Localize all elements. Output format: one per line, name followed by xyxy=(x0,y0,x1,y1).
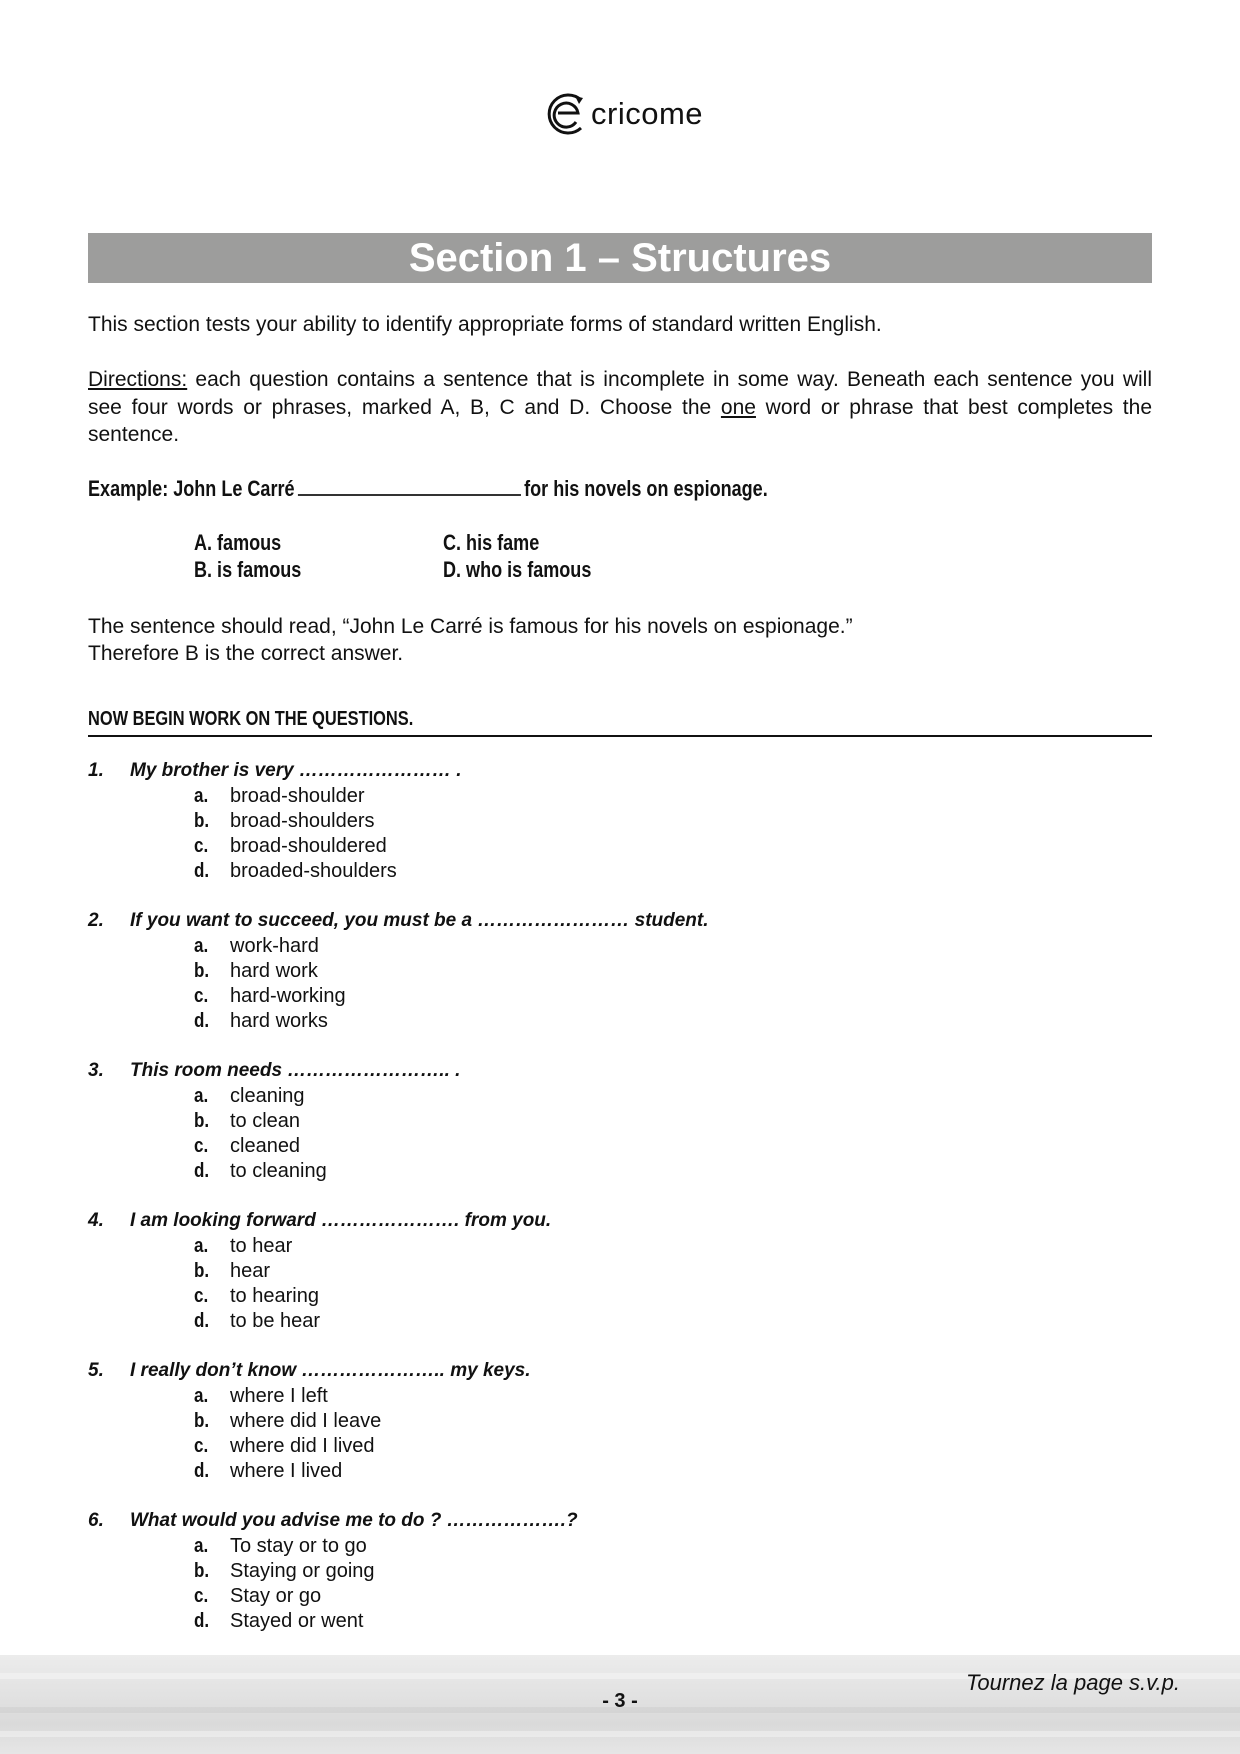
answer-option xyxy=(194,1534,367,1559)
option-text: to hearing xyxy=(230,1285,319,1307)
intro-text: This section tests your ability to identify appropriate forms of standard written English. xyxy=(88,313,882,336)
answer-option xyxy=(194,1434,375,1459)
answer-option xyxy=(194,1609,363,1634)
example-explanation-2: Therefore B is the correct answer. xyxy=(88,642,404,665)
answer-option xyxy=(194,1384,328,1409)
option-letter: d. xyxy=(194,1310,210,1332)
question-text: I am looking forward …………………. from you. xyxy=(130,1210,552,1231)
option-letter: b. xyxy=(194,1560,210,1582)
question-number: 3. xyxy=(88,1060,104,1081)
option-text: hear xyxy=(230,1260,271,1282)
answer-option xyxy=(194,1084,305,1109)
directions-paragraph xyxy=(88,366,1152,449)
option-text: to be hear xyxy=(230,1310,321,1332)
option-letter: b. xyxy=(194,1260,210,1282)
directions-emphasis: one xyxy=(720,395,756,419)
logo-text: cricome xyxy=(591,96,704,131)
question-number: 6. xyxy=(88,1510,104,1531)
answer-option xyxy=(194,984,346,1009)
directions-text-1: each question contains a sentence that is incomplete in some way. Beneath each sentence you will see four words or phrases, marked A, B, C and D. Choose the xyxy=(88,368,1152,419)
option-letter: c. xyxy=(194,1135,209,1157)
answer-option xyxy=(194,1159,327,1184)
question-number: 4. xyxy=(88,1210,104,1231)
answer-option xyxy=(194,809,375,834)
directions-text-2: word or phrase that best completes the sentence. xyxy=(88,395,1153,446)
answer-option xyxy=(194,1259,270,1284)
option-text: where did I leave xyxy=(230,1410,382,1432)
example-option-b xyxy=(194,557,325,583)
begin-heading-text: NOW BEGIN WORK ON THE QUESTIONS. xyxy=(88,708,414,730)
example-option-d-text: D. who is famous xyxy=(443,557,592,582)
option-text: where I lived xyxy=(230,1460,343,1482)
question-number: 2. xyxy=(88,910,104,931)
example-prefix-text: Example: John Le Carré xyxy=(88,476,295,501)
question-number: 1. xyxy=(88,760,104,781)
option-text: broad-shouldered xyxy=(230,835,387,857)
answer-option xyxy=(194,1309,320,1334)
option-text: to clean xyxy=(230,1110,301,1132)
answer-option xyxy=(194,1584,321,1609)
option-text: broad-shoulder xyxy=(230,785,365,807)
option-text: broaded-shoulders xyxy=(230,860,397,882)
option-letter: b. xyxy=(194,810,210,832)
option-letter: b. xyxy=(194,1410,210,1432)
option-letter: c. xyxy=(194,985,209,1007)
answer-option xyxy=(194,1234,292,1259)
option-letter: c. xyxy=(194,1285,209,1307)
ecricome-e-icon xyxy=(545,92,589,136)
example-blank xyxy=(298,476,521,496)
directions-label: Directions: xyxy=(88,368,188,391)
option-text: work-hard xyxy=(230,935,319,957)
option-text: Staying or going xyxy=(230,1560,375,1582)
option-letter: a. xyxy=(194,1535,209,1557)
option-letter: b. xyxy=(194,1110,210,1132)
option-letter: a. xyxy=(194,785,209,807)
example-suffix-text: for his novels on espionage. xyxy=(524,476,768,501)
option-letter: a. xyxy=(194,1385,209,1407)
example-option-c xyxy=(443,530,560,556)
answer-option xyxy=(194,1009,328,1034)
option-text: cleaning xyxy=(230,1085,305,1107)
option-text: Stay or go xyxy=(230,1585,322,1607)
option-text: to hear xyxy=(230,1235,293,1257)
answer-option xyxy=(194,1459,342,1484)
answer-option xyxy=(194,1409,381,1434)
option-letter: b. xyxy=(194,960,210,982)
answer-option xyxy=(194,934,319,959)
option-text: cleaned xyxy=(230,1135,301,1157)
question-text: I really don’t know ………………….. my keys. xyxy=(130,1360,531,1381)
question-text: If you want to succeed, you must be a …………………… student. xyxy=(130,910,709,931)
option-letter: c. xyxy=(194,1435,209,1457)
answer-option xyxy=(194,1109,300,1134)
option-text: hard-working xyxy=(230,985,346,1007)
option-text: where did I lived xyxy=(230,1435,375,1457)
turn-page-note: Tournez la page s.v.p. xyxy=(965,1670,1180,1695)
answer-option xyxy=(194,784,365,809)
example-option-c-text: C. his fame xyxy=(443,530,540,555)
option-letter: d. xyxy=(194,1460,210,1482)
answer-option xyxy=(194,1559,375,1584)
example-option-a-text: A. famous xyxy=(194,530,282,555)
question-text: My brother is very …………………… . xyxy=(130,760,462,781)
option-text: Stayed or went xyxy=(230,1610,364,1632)
question-text: This room needs …………………….. . xyxy=(130,1060,461,1081)
option-text: broad-shoulders xyxy=(230,810,375,832)
option-letter: a. xyxy=(194,935,209,957)
option-text: hard work xyxy=(230,960,318,982)
begin-heading xyxy=(88,708,485,731)
answer-option xyxy=(194,859,397,884)
answer-option xyxy=(194,1284,319,1309)
option-text: where I left xyxy=(230,1385,328,1407)
option-letter: d. xyxy=(194,1610,210,1632)
option-letter: d. xyxy=(194,1010,210,1032)
option-text: hard works xyxy=(230,1010,328,1032)
option-letter: a. xyxy=(194,1235,209,1257)
heading-divider xyxy=(88,735,1152,737)
option-letter: d. xyxy=(194,860,210,882)
question-text: What would you advise me to do ? ……………….? xyxy=(130,1510,578,1531)
example-prefix xyxy=(88,476,768,502)
ecricome-logo xyxy=(545,88,703,140)
question-number: 5. xyxy=(88,1360,104,1381)
option-text: To stay or to go xyxy=(230,1535,367,1557)
option-text: to cleaning xyxy=(230,1160,327,1182)
option-letter: c. xyxy=(194,1585,209,1607)
example-sentence xyxy=(88,476,917,502)
answer-option xyxy=(194,1134,300,1159)
option-letter: c. xyxy=(194,835,209,857)
example-option-d xyxy=(443,557,624,583)
option-letter: a. xyxy=(194,1085,209,1107)
example-explanation-1: The sentence should read, “John Le Carré is famous for his novels on espionage.” xyxy=(88,615,853,638)
example-option-b-text: B. is famous xyxy=(194,557,302,582)
answer-option xyxy=(194,959,318,984)
example-option-a xyxy=(194,530,300,556)
page-number: - 3 - xyxy=(602,1690,638,1712)
section-title: Section 1 – Structures xyxy=(88,233,1152,283)
option-letter: d. xyxy=(194,1160,210,1182)
answer-option xyxy=(194,834,387,859)
